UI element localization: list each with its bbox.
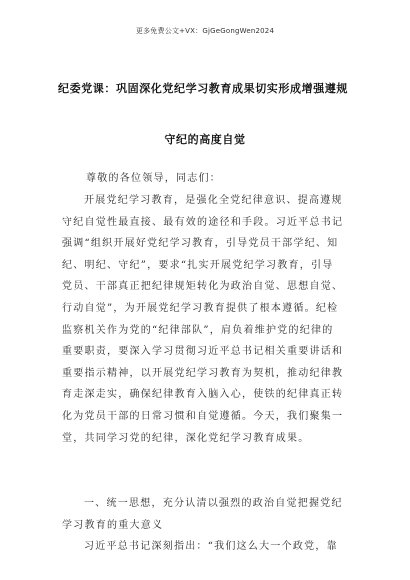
paragraph-3 xyxy=(62,536,358,558)
section-heading-line: 一、统一思想，充分认清以强烈的政治自觉把握党纪 xyxy=(84,498,343,509)
section-heading-1 xyxy=(62,493,358,536)
paragraph-line: 重要指示精神，以开展党纪学习教育为契机，推动纪律教 xyxy=(62,367,344,379)
paragraph-line: 强调“组织开展好党纪学习教育，引导党员干部学纪、知 xyxy=(62,238,339,250)
paragraph-line: 党员、干部真正把纪律规矩转化为政治自觉、思想自觉、 xyxy=(62,281,344,293)
paragraph-line: 开展党纪学习教育，是强化全党纪律意识、提高遵规 xyxy=(84,195,343,206)
header-note: 更多免费公文+VX：GjGeGongWen2024 xyxy=(135,27,275,35)
paragraph-line: 育走深走实，确保纪律教育入脑入心，使铁的纪律真正转 xyxy=(62,389,344,401)
paragraph-line: 监察机关作为党的“纪律部队”，肩负着维护党的纪律的 xyxy=(62,324,334,336)
document-title-line-2: 守纪的高度自觉 xyxy=(164,133,246,146)
paragraph-line: 行动自觉”，为开展党纪学习教育提供了根本遵循。纪检 xyxy=(62,302,339,314)
paragraph-line: 习近平总书记深刻指出：“我们这么大一个政党，靠 xyxy=(84,541,338,552)
paragraph-line: 重要职责，要深入学习贯彻习近平总书记相关重要讲话和 xyxy=(62,346,344,358)
paragraph-line: 守纪自觉性最直接、最有效的途径和手段。习近平总书记 xyxy=(62,216,344,228)
paragraph-line: 堂，共同学习党的纪律，深化党纪学习教育成果。 xyxy=(62,432,310,444)
document-title-line-1: 纪委党课：巩固深化党纪学习教育成果切实形成增强遵规 xyxy=(58,82,348,95)
salutation: 尊敬的各位领导，同志们： xyxy=(86,173,221,184)
paragraph-line: 纪、明纪、守纪”，要求“扎实开展党纪学习教育，引导 xyxy=(62,259,334,271)
paragraph-line: 化为党员干部的日常习惯和自觉遵循。今天，我们聚集一 xyxy=(62,410,344,422)
section-heading-line: 学习教育的重大意义 xyxy=(62,519,164,531)
paragraph-1 xyxy=(62,190,358,449)
